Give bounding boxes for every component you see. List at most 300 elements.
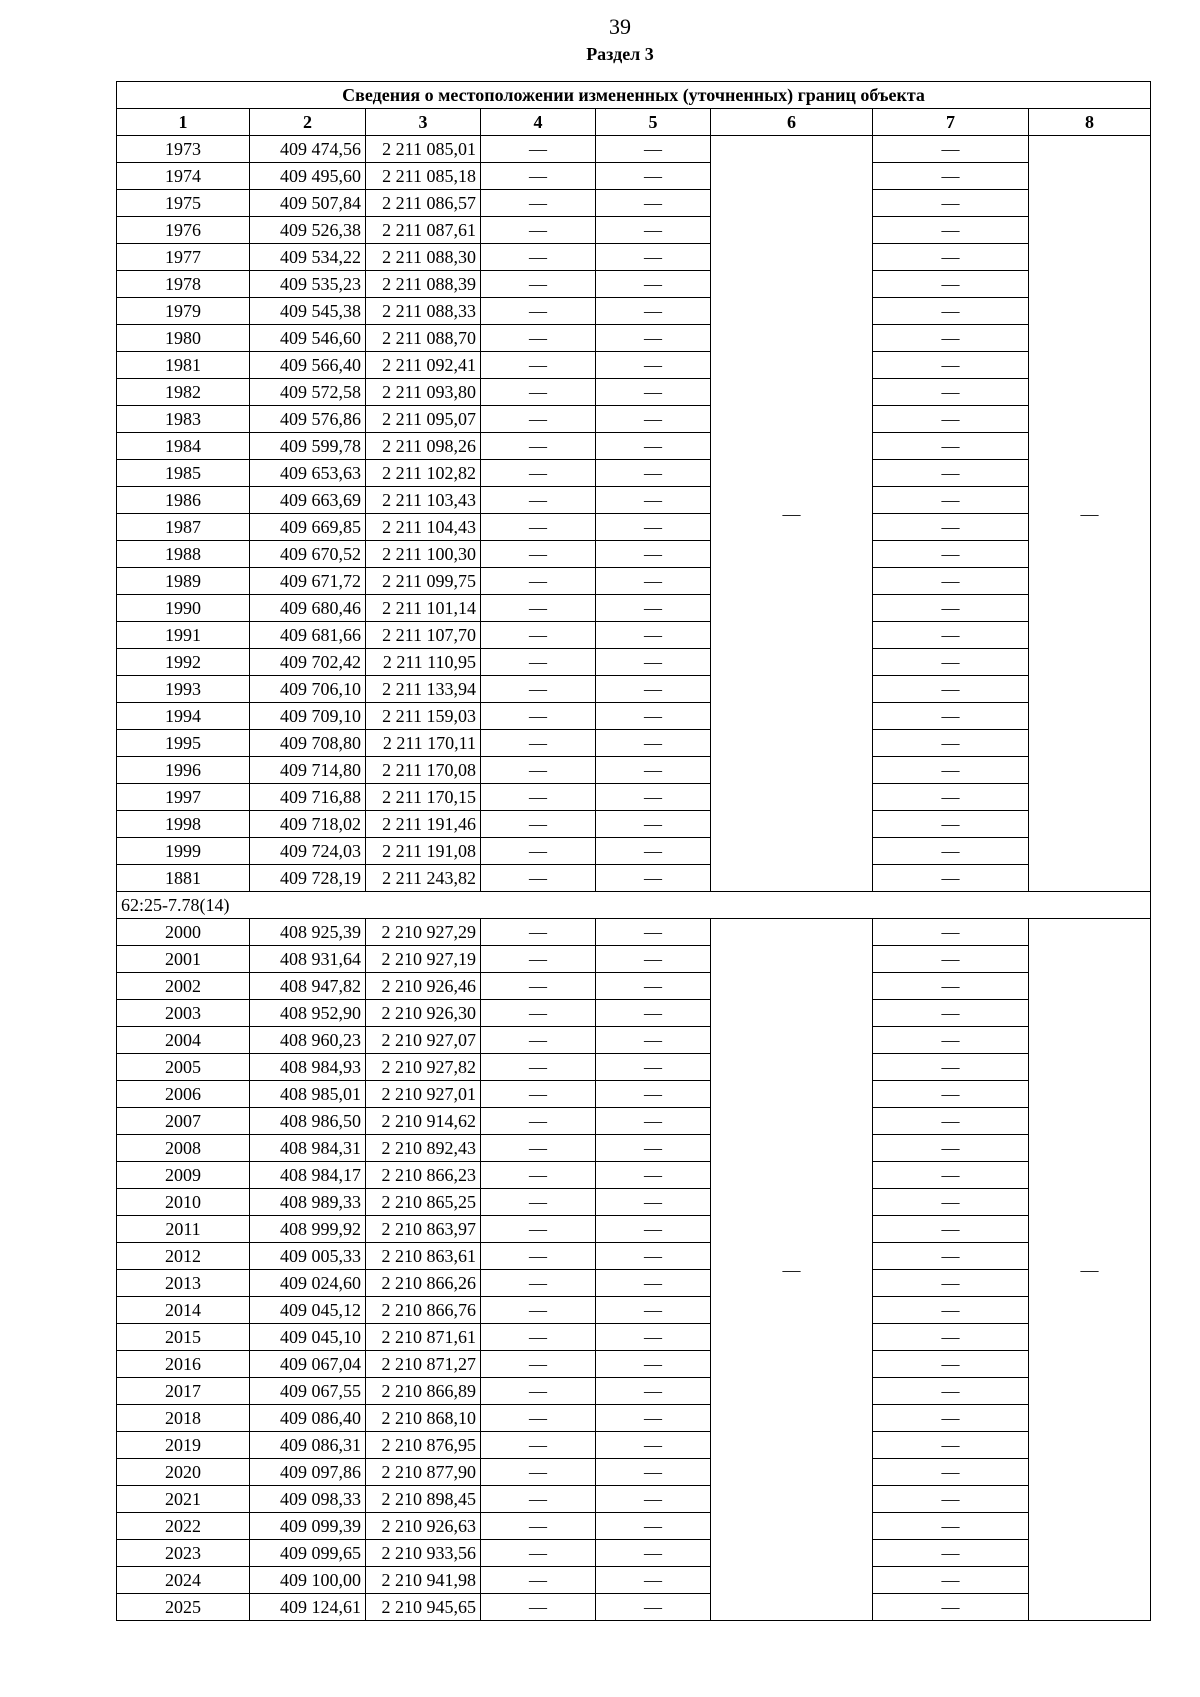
dash-cell: — (481, 406, 596, 433)
dash-cell: — (481, 1027, 596, 1054)
dash-cell: — (873, 217, 1029, 244)
dash-cell: — (596, 865, 711, 892)
point-number: 2002 (117, 973, 250, 1000)
dash-cell: — (873, 1594, 1029, 1621)
coordinate-y: 2 211 098,26 (366, 433, 481, 460)
dash-cell: — (873, 568, 1029, 595)
coordinate-y: 2 211 103,43 (366, 487, 481, 514)
point-number: 1977 (117, 244, 250, 271)
dash-cell: — (481, 1135, 596, 1162)
table-row (117, 784, 1151, 811)
coordinate-x: 408 925,39 (250, 919, 366, 946)
dash-cell: — (873, 1162, 1029, 1189)
table-row (117, 514, 1151, 541)
coordinate-x: 409 045,12 (250, 1297, 366, 1324)
coordinate-y: 2 211 093,80 (366, 379, 481, 406)
dash-cell: — (596, 838, 711, 865)
point-number: 1986 (117, 487, 250, 514)
coordinate-x: 409 663,69 (250, 487, 366, 514)
table-row (117, 865, 1151, 892)
coordinate-x: 409 670,52 (250, 541, 366, 568)
coordinate-y: 2 211 104,43 (366, 514, 481, 541)
dash-cell: — (481, 190, 596, 217)
coordinate-y: 2 210 866,76 (366, 1297, 481, 1324)
dash-cell: — (481, 784, 596, 811)
point-number: 1992 (117, 649, 250, 676)
table-row (117, 1405, 1151, 1432)
point-number: 1978 (117, 271, 250, 298)
dash-cell: — (873, 325, 1029, 352)
table-row (117, 1432, 1151, 1459)
dash-cell: — (481, 568, 596, 595)
coordinate-y: 2 210 866,26 (366, 1270, 481, 1297)
coordinate-y: 2 210 945,65 (366, 1594, 481, 1621)
dash-cell: — (873, 298, 1029, 325)
dash-cell: — (481, 838, 596, 865)
coordinate-x: 409 474,56 (250, 136, 366, 163)
table-row (117, 163, 1151, 190)
point-number: 2012 (117, 1243, 250, 1270)
dash-cell: — (596, 1270, 711, 1297)
table-row (117, 1324, 1151, 1351)
dash-cell: — (873, 1459, 1029, 1486)
dash-cell: — (596, 190, 711, 217)
dash-cell: — (596, 1081, 711, 1108)
point-number: 1974 (117, 163, 250, 190)
coordinate-x: 408 986,50 (250, 1108, 366, 1135)
dash-cell: — (481, 1405, 596, 1432)
dash-cell: — (873, 244, 1029, 271)
point-number: 1983 (117, 406, 250, 433)
coordinate-y: 2 210 866,23 (366, 1162, 481, 1189)
dash-cell: — (873, 1135, 1029, 1162)
dash-cell: — (873, 1486, 1029, 1513)
dash-cell: — (873, 1189, 1029, 1216)
coordinate-y: 2 210 927,01 (366, 1081, 481, 1108)
table-row (117, 703, 1151, 730)
coordinate-x: 409 097,86 (250, 1459, 366, 1486)
dash-cell: — (481, 1108, 596, 1135)
dash-cell: — (596, 676, 711, 703)
table-row (117, 1459, 1151, 1486)
point-number: 2010 (117, 1189, 250, 1216)
dash-cell: — (481, 325, 596, 352)
dash-cell: — (873, 649, 1029, 676)
dash-cell: — (596, 973, 711, 1000)
point-number: 2014 (117, 1297, 250, 1324)
table-row (117, 919, 1151, 946)
dash-cell: — (481, 433, 596, 460)
dash-cell: — (873, 1432, 1029, 1459)
column-header-row (117, 109, 1151, 136)
coordinate-y: 2 210 898,45 (366, 1486, 481, 1513)
dash-cell: — (481, 1459, 596, 1486)
coordinate-x: 409 535,23 (250, 271, 366, 298)
dash-cell: — (481, 1162, 596, 1189)
dash-cell: — (481, 1297, 596, 1324)
table-row (117, 946, 1151, 973)
dash-cell: — (873, 1027, 1029, 1054)
coordinate-x: 409 671,72 (250, 568, 366, 595)
dash-cell: — (873, 136, 1029, 163)
coordinate-x: 409 702,42 (250, 649, 366, 676)
table-body (117, 136, 1151, 1621)
table-row (117, 676, 1151, 703)
coordinate-y: 2 210 927,19 (366, 946, 481, 973)
coordinate-x: 409 086,40 (250, 1405, 366, 1432)
dash-cell: — (481, 676, 596, 703)
coordinate-y: 2 210 871,61 (366, 1324, 481, 1351)
dash-cell: — (596, 1486, 711, 1513)
point-number: 2011 (117, 1216, 250, 1243)
dash-cell: — (873, 541, 1029, 568)
section-title: Раздел 3 (586, 44, 654, 64)
table-row (117, 1054, 1151, 1081)
coordinate-y: 2 210 941,98 (366, 1567, 481, 1594)
table-row (117, 1351, 1151, 1378)
dash-cell: — (873, 460, 1029, 487)
dash-cell: — (873, 1351, 1029, 1378)
dash-cell: — (481, 1000, 596, 1027)
dash-cell: — (873, 1513, 1029, 1540)
point-number: 2018 (117, 1405, 250, 1432)
point-number: 2009 (117, 1162, 250, 1189)
dash-cell: — (873, 271, 1029, 298)
dash-cell: — (596, 946, 711, 973)
dash-cell: — (596, 1513, 711, 1540)
group-label: 62:25-7.78(14) (117, 892, 1151, 919)
coordinate-x: 409 572,58 (250, 379, 366, 406)
coordinate-y: 2 211 107,70 (366, 622, 481, 649)
column-header: 6 (711, 109, 873, 136)
table-row (117, 541, 1151, 568)
dash-cell: — (873, 352, 1029, 379)
table-row (117, 973, 1151, 1000)
coordinate-x: 409 099,39 (250, 1513, 366, 1540)
coordinate-y: 2 211 170,08 (366, 757, 481, 784)
dash-cell: — (481, 1540, 596, 1567)
coordinate-y: 2 210 863,97 (366, 1216, 481, 1243)
point-number: 1988 (117, 541, 250, 568)
dash-cell: — (873, 487, 1029, 514)
point-number: 2019 (117, 1432, 250, 1459)
dash-cell: — (481, 298, 596, 325)
column-header: 5 (596, 109, 711, 136)
dash-cell: — (481, 1594, 596, 1621)
coordinate-x: 409 024,60 (250, 1270, 366, 1297)
point-number: 2007 (117, 1108, 250, 1135)
dash-cell: — (873, 1378, 1029, 1405)
dash-cell: — (596, 1405, 711, 1432)
dash-cell: — (596, 1243, 711, 1270)
coordinate-x: 409 714,80 (250, 757, 366, 784)
dash-cell: — (481, 703, 596, 730)
group-label-row (117, 892, 1151, 919)
point-number: 2003 (117, 1000, 250, 1027)
dash-cell: — (596, 730, 711, 757)
dash-cell: — (873, 1540, 1029, 1567)
coordinate-x: 409 067,55 (250, 1378, 366, 1405)
dash-cell: — (596, 1378, 711, 1405)
dash-cell: — (873, 730, 1029, 757)
coordinate-y: 2 211 102,82 (366, 460, 481, 487)
point-number: 2022 (117, 1513, 250, 1540)
table-row (117, 298, 1151, 325)
dash-cell: — (596, 1351, 711, 1378)
table-row (117, 460, 1151, 487)
dash-cell: — (481, 1486, 596, 1513)
dash-cell: — (481, 946, 596, 973)
dash-cell: — (596, 811, 711, 838)
point-number: 1991 (117, 622, 250, 649)
coordinate-y: 2 210 933,56 (366, 1540, 481, 1567)
dash-cell: — (873, 1297, 1029, 1324)
dash-cell: — (596, 325, 711, 352)
dash-cell: — (873, 703, 1029, 730)
coordinate-y: 2 211 085,18 (366, 163, 481, 190)
dash-cell: — (873, 784, 1029, 811)
dash-cell: — (481, 865, 596, 892)
dash-cell: — (481, 730, 596, 757)
dash-cell: — (596, 271, 711, 298)
point-number: 2025 (117, 1594, 250, 1621)
dash-cell: — (481, 1324, 596, 1351)
coordinate-y: 2 210 876,95 (366, 1432, 481, 1459)
coordinate-y: 2 211 100,30 (366, 541, 481, 568)
table-row (117, 1594, 1151, 1621)
dash-cell: — (596, 649, 711, 676)
point-number: 1990 (117, 595, 250, 622)
table-row (117, 1216, 1151, 1243)
dash-cell: — (596, 379, 711, 406)
dash-cell: — (873, 1243, 1029, 1270)
dash-cell: — (873, 595, 1029, 622)
dash-cell: — (873, 1081, 1029, 1108)
dash-cell: — (873, 163, 1029, 190)
coordinate-x: 409 709,10 (250, 703, 366, 730)
coordinate-x: 409 534,22 (250, 244, 366, 271)
dash-cell: — (873, 1108, 1029, 1135)
dash-cell: — (481, 244, 596, 271)
table-title-row (117, 82, 1151, 109)
coordinate-x: 409 546,60 (250, 325, 366, 352)
dash-cell: — (873, 1054, 1029, 1081)
table-row (117, 379, 1151, 406)
dash-cell: — (481, 1432, 596, 1459)
coordinates-table (116, 81, 1151, 1621)
dash-cell: — (596, 460, 711, 487)
coordinate-y: 2 210 865,25 (366, 1189, 481, 1216)
dash-cell: — (873, 379, 1029, 406)
column-header: 7 (873, 109, 1029, 136)
dash-cell: — (596, 1108, 711, 1135)
coordinate-y: 2 211 133,94 (366, 676, 481, 703)
dash-cell: — (481, 595, 596, 622)
table-row (117, 1540, 1151, 1567)
coordinate-x: 409 099,65 (250, 1540, 366, 1567)
dash-cell: — (596, 1594, 711, 1621)
dash-cell: — (873, 433, 1029, 460)
point-number: 1985 (117, 460, 250, 487)
coordinate-y: 2 210 914,62 (366, 1108, 481, 1135)
table-row (117, 1000, 1151, 1027)
dash-cell: — (481, 622, 596, 649)
coordinate-x: 409 005,33 (250, 1243, 366, 1270)
table-row (117, 811, 1151, 838)
table-row (117, 1081, 1151, 1108)
coordinate-x: 409 086,31 (250, 1432, 366, 1459)
dash-cell: — (596, 1432, 711, 1459)
coordinate-x: 409 495,60 (250, 163, 366, 190)
point-number: 1995 (117, 730, 250, 757)
table-row (117, 1135, 1151, 1162)
coordinate-x: 409 507,84 (250, 190, 366, 217)
dash-cell: — (596, 703, 711, 730)
coordinate-x: 409 124,61 (250, 1594, 366, 1621)
dash-cell: — (481, 1351, 596, 1378)
coordinate-y: 2 211 243,82 (366, 865, 481, 892)
coordinate-y: 2 211 191,08 (366, 838, 481, 865)
dash-cell: — (481, 1054, 596, 1081)
dash-cell: — (873, 1000, 1029, 1027)
point-number: 1979 (117, 298, 250, 325)
dash-cell: — (873, 514, 1029, 541)
table-row (117, 1162, 1151, 1189)
coordinate-x: 409 718,02 (250, 811, 366, 838)
point-number: 1994 (117, 703, 250, 730)
point-number: 1973 (117, 136, 250, 163)
coordinate-x: 409 728,19 (250, 865, 366, 892)
dash-cell: — (596, 244, 711, 271)
point-number: 2023 (117, 1540, 250, 1567)
coordinate-y: 2 210 871,27 (366, 1351, 481, 1378)
table-row (117, 622, 1151, 649)
table-row (117, 838, 1151, 865)
dash-cell: — (596, 622, 711, 649)
dash-cell: — (596, 541, 711, 568)
point-number: 2004 (117, 1027, 250, 1054)
table-row (117, 244, 1151, 271)
table-row (117, 406, 1151, 433)
table-row (117, 1378, 1151, 1405)
coordinate-y: 2 210 866,89 (366, 1378, 481, 1405)
table-row (117, 730, 1151, 757)
dash-cell: — (873, 406, 1029, 433)
coordinate-x: 408 952,90 (250, 1000, 366, 1027)
point-number: 1989 (117, 568, 250, 595)
dash-cell: — (596, 1567, 711, 1594)
table-row (117, 595, 1151, 622)
table-row (117, 1297, 1151, 1324)
point-number: 2001 (117, 946, 250, 973)
dash-cell: — (596, 1324, 711, 1351)
dash-cell: — (596, 136, 711, 163)
dash-cell: — (596, 1216, 711, 1243)
coordinate-x: 409 045,10 (250, 1324, 366, 1351)
dash-cell: — (873, 676, 1029, 703)
coordinate-x: 409 566,40 (250, 352, 366, 379)
dash-cell: — (596, 1459, 711, 1486)
table-row (117, 1027, 1151, 1054)
point-number: 1984 (117, 433, 250, 460)
point-number: 1975 (117, 190, 250, 217)
coordinate-x: 409 067,04 (250, 1351, 366, 1378)
coordinate-x: 408 931,64 (250, 946, 366, 973)
coordinate-x: 409 526,38 (250, 217, 366, 244)
coordinate-x: 409 576,86 (250, 406, 366, 433)
coordinate-y: 2 211 092,41 (366, 352, 481, 379)
coordinate-x: 408 984,17 (250, 1162, 366, 1189)
merged-dash-cell: — (711, 919, 873, 1621)
point-number: 2020 (117, 1459, 250, 1486)
coordinate-x: 409 716,88 (250, 784, 366, 811)
table-row (117, 757, 1151, 784)
merged-dash-cell: — (1029, 136, 1151, 892)
coordinate-y: 2 211 085,01 (366, 136, 481, 163)
dash-cell: — (596, 487, 711, 514)
column-header: 8 (1029, 109, 1151, 136)
dash-cell: — (596, 919, 711, 946)
coordinate-y: 2 210 927,29 (366, 919, 481, 946)
coordinate-y: 2 210 877,90 (366, 1459, 481, 1486)
coordinate-y: 2 211 191,46 (366, 811, 481, 838)
dash-cell: — (481, 919, 596, 946)
coordinate-x: 408 960,23 (250, 1027, 366, 1054)
coordinate-x: 409 599,78 (250, 433, 366, 460)
dash-cell: — (873, 1216, 1029, 1243)
column-header: 4 (481, 109, 596, 136)
coordinate-y: 2 210 892,43 (366, 1135, 481, 1162)
coordinate-x: 409 706,10 (250, 676, 366, 703)
table-row (117, 136, 1151, 163)
coordinate-x: 409 545,38 (250, 298, 366, 325)
coordinate-y: 2 210 926,46 (366, 973, 481, 1000)
dash-cell: — (596, 568, 711, 595)
point-number: 2016 (117, 1351, 250, 1378)
point-number: 2008 (117, 1135, 250, 1162)
dash-cell: — (481, 757, 596, 784)
table-row (117, 1189, 1151, 1216)
dash-cell: — (596, 784, 711, 811)
table-title: Сведения о местоположении измененных (уточненных) границ объекта (117, 82, 1151, 109)
coordinate-y: 2 211 170,15 (366, 784, 481, 811)
point-number: 2015 (117, 1324, 250, 1351)
dash-cell: — (596, 352, 711, 379)
coordinate-x: 409 724,03 (250, 838, 366, 865)
dash-cell: — (596, 433, 711, 460)
table-row (117, 1513, 1151, 1540)
dash-cell: — (481, 649, 596, 676)
point-number: 1999 (117, 838, 250, 865)
merged-dash-cell: — (1029, 919, 1151, 1621)
coordinate-y: 2 211 088,33 (366, 298, 481, 325)
point-number: 1997 (117, 784, 250, 811)
point-number: 1881 (117, 865, 250, 892)
dash-cell: — (873, 838, 1029, 865)
coordinate-y: 2 211 087,61 (366, 217, 481, 244)
coordinate-x: 408 984,93 (250, 1054, 366, 1081)
dash-cell: — (873, 1324, 1029, 1351)
table-row (117, 325, 1151, 352)
coordinate-y: 2 211 086,57 (366, 190, 481, 217)
table-row (117, 190, 1151, 217)
dash-cell: — (873, 973, 1029, 1000)
point-number: 1987 (117, 514, 250, 541)
table-row (117, 1108, 1151, 1135)
dash-cell: — (596, 1189, 711, 1216)
coordinate-y: 2 211 088,39 (366, 271, 481, 298)
table-row (117, 1270, 1151, 1297)
